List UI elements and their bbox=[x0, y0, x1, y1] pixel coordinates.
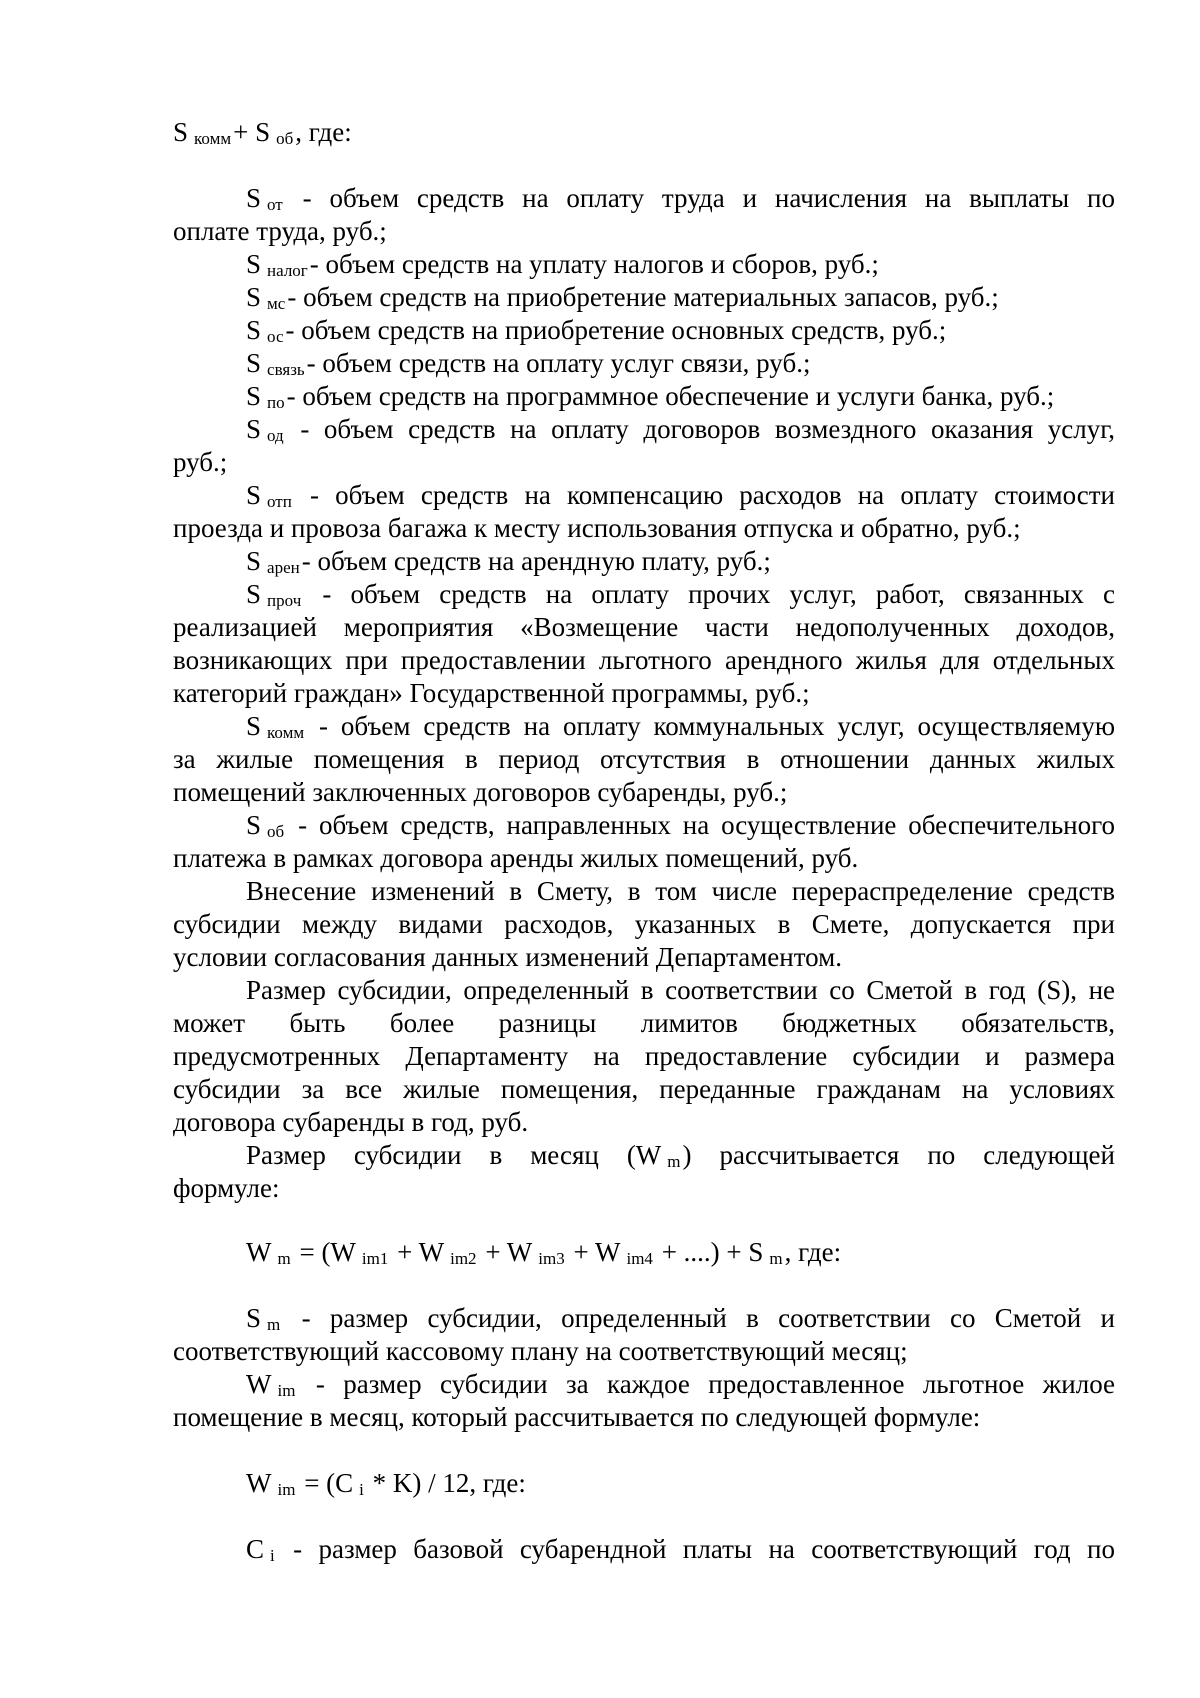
definition-s-svyaz: Sсвязь- объем средств на оплату услуг связи, руб.; bbox=[246, 348, 811, 379]
definition-s-od: Sод - объем средств на оплату договоров возмездного оказания услуг, bbox=[246, 414, 1115, 445]
text-line: формуле: bbox=[173, 1173, 280, 1203]
text-line: проезда и провоза багажа к месту использования отпуска и обратно, руб.; bbox=[173, 513, 1021, 543]
text-line: помещение в месяц, который рассчитывается по следующей формуле: bbox=[173, 1402, 981, 1432]
text-line: договора субаренды в год, руб. bbox=[173, 1107, 529, 1137]
text-line: руб.; bbox=[173, 447, 228, 477]
text-line: предусмотренных Департаменту на предоставление субсидии и размера bbox=[173, 1041, 1115, 1071]
formula-w-im: Wim = (C i * K) / 12, где: bbox=[246, 1468, 526, 1499]
text-line: субсидии за все жилые помещения, переданные гражданам на условиях bbox=[173, 1074, 1115, 1104]
definition-s-ob: Sоб - объем средств, направленных на осуществление обеспечительного bbox=[246, 810, 1115, 841]
definition-s-aren: Sарен- объем средств на арендную плату, руб.; bbox=[246, 546, 771, 577]
definition-s-m: Sm - размер субсидии, определенный в соответствии со Сметой и bbox=[246, 1303, 1115, 1334]
definition-s-po: Sпо- объем средств на программное обеспечение и услуги банка, руб.; bbox=[246, 381, 1055, 412]
definition-s-os: Sос- объем средств на приобретение основных средств, руб.; bbox=[246, 315, 947, 346]
text-line: возникающих при предоставлении льготного арендного жилья для отдельных bbox=[173, 645, 1115, 675]
text-line: оплате труда, руб.; bbox=[173, 216, 387, 246]
formula-tail: Sкомм+ S об, где: bbox=[173, 117, 352, 148]
definition-s-nalog: Sналог- объем средств на уплату налогов и сборов, руб.; bbox=[246, 249, 879, 280]
text-line: может быть более разницы лимитов бюджетных обязательств, bbox=[173, 1008, 1115, 1038]
text-line: реализацией мероприятия «Возмещение части недополученных доходов, bbox=[173, 612, 1115, 642]
paragraph-start: Внесение изменений в Смету, в том числе перераспределение средств bbox=[246, 876, 1115, 906]
text-line: условии согласования данных изменений Департаментом. bbox=[173, 942, 842, 972]
definition-s-ot: Sот - объем средств на оплату труда и начисления на выплаты по bbox=[246, 183, 1115, 214]
definition-s-otp: Sотп - объем средств на компенсацию расходов на оплату стоимости bbox=[246, 480, 1115, 511]
formula-w-m: Wm = (W im1 + W im2 + W im3 + W im4 + ....) + S m, где: bbox=[246, 1237, 842, 1268]
definition-c-i: Ci - размер базовой субарендной платы на соответствующий год по bbox=[246, 1534, 1115, 1565]
text-line: за жилые помещения в период отсутствия в отношении данных жилых bbox=[173, 744, 1115, 774]
paragraph-start: Размер субсидии, определенный в соответствии со Сметой в год (S), не bbox=[246, 975, 1115, 1005]
text-line: помещений заключенных договоров субаренды, руб.; bbox=[173, 777, 788, 807]
text-line: платежа в рамках договора аренды жилых помещений, руб. bbox=[173, 843, 859, 873]
text-line: категорий граждан» Государственной программы, руб.; bbox=[173, 678, 810, 708]
paragraph-start: Размер субсидии в месяц (W m) рассчитывается по следующей bbox=[246, 1140, 1115, 1171]
definition-w-im: Wim - размер субсидии за каждое предоставленное льготное жилое bbox=[246, 1369, 1115, 1400]
text-line: субсидии между видами расходов, указанных в Смете, допускается при bbox=[173, 909, 1115, 939]
definition-s-proch: Sпроч - объем средств на оплату прочих услуг, работ, связанных с bbox=[246, 579, 1115, 610]
definition-s-komm: Sкомм - объем средств на оплату коммунальных услуг, осуществляемую bbox=[246, 711, 1115, 742]
text-line: соответствующий кассовому плану на соответствующий месяц; bbox=[173, 1336, 908, 1366]
definition-s-ms: Sмс- объем средств на приобретение материальных запасов, руб.; bbox=[246, 282, 999, 313]
